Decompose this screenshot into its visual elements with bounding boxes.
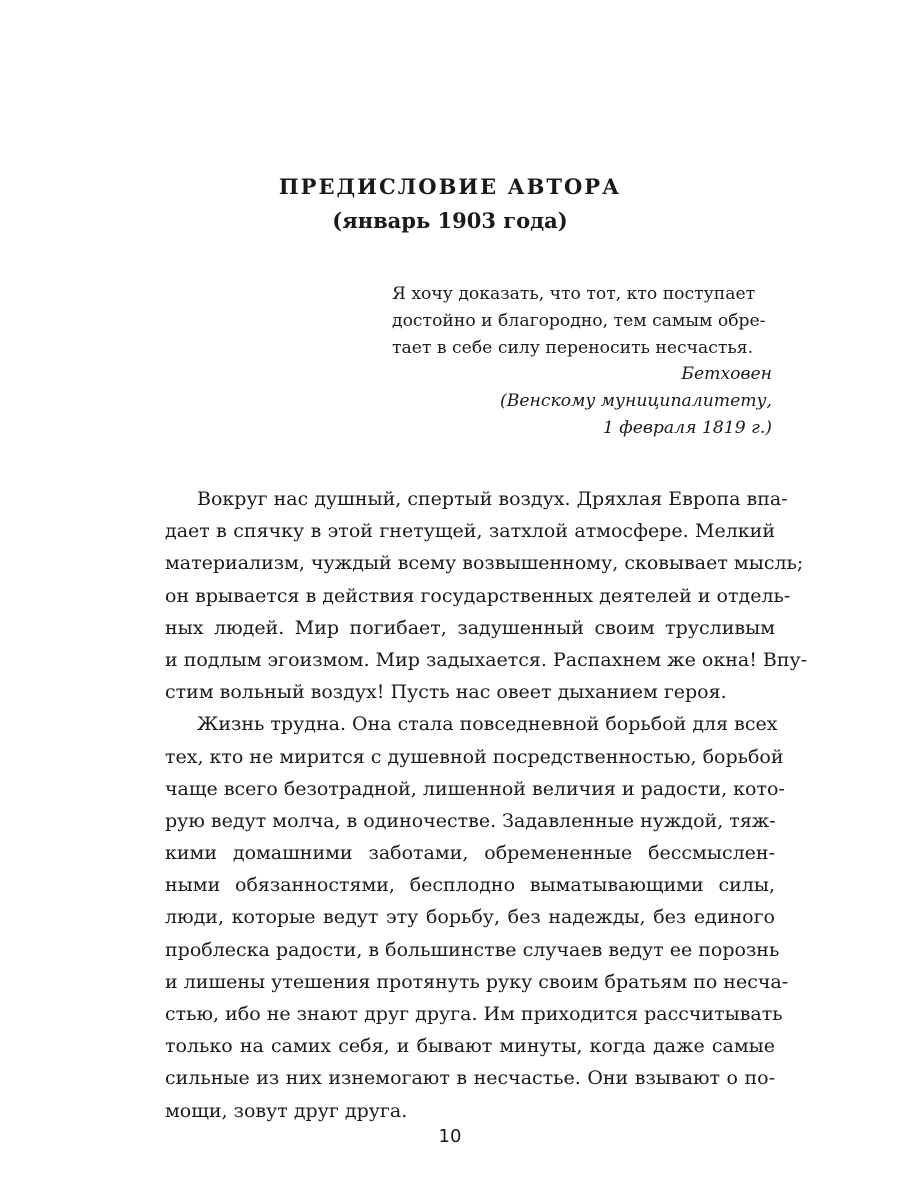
text-line: дает в спячку в этой гнетущей, затхлой атмосфере. Мелкий <box>165 520 775 543</box>
epigraph-line: тает в себе силу переносить несчастья. <box>392 338 754 358</box>
chapter-subtitle: (январь 1903 года) <box>332 208 568 233</box>
text-line: и лишены утешения протянуть руку своим братьям по несча- <box>165 970 789 993</box>
text-line: стью, ибо не знают друг друга. Им приходится рассчитывать <box>165 1003 783 1025</box>
epigraph-line: достойно и благородно, тем самым обре- <box>392 311 766 331</box>
attribution-author: Бетховен <box>681 364 772 384</box>
text-line: рую ведут молча, в одиночестве. Задавленные нуждой, тяж- <box>165 809 776 832</box>
text-line: ных людей. Мир погибает, задушенный своим трусливым <box>165 616 775 639</box>
text-line: материализм, чуждый всему возвышенному, сковывает мысль; <box>165 552 804 575</box>
page-number: 10 <box>438 1126 462 1147</box>
text-line: только на самих себя, и бывают минуты, когда даже самые <box>165 1035 775 1058</box>
text-line: проблеска радости, в большинстве случаев ведут ее порознь <box>165 938 780 961</box>
attribution-source: (Венскому муниципалитету, <box>500 391 772 411</box>
text-line: люди, которые ведут эту борьбу, без надежды, без единого <box>165 906 775 929</box>
chapter-title: ПРЕДИСЛОВИЕ АВТОРА <box>278 174 622 199</box>
text-line: он врывается в действия государственных деятелей и отдель- <box>165 584 791 607</box>
text-line: сильные из них изнемогают в несчастье. Они взывают о по- <box>165 1067 775 1090</box>
paragraph-2 <box>165 708 789 1126</box>
attribution-date: 1 февраля 1819 г.) <box>602 418 772 438</box>
text-line: и подлым эгоизмом. Мир задыхается. Распахнем же окна! Впу- <box>165 648 808 671</box>
epigraph-attribution <box>460 361 772 442</box>
text-line: мощи, зовут друг друга. <box>165 1099 408 1122</box>
body-text <box>165 483 808 1127</box>
text-line: ными обязанностями, бесплодно выматывающими силы, <box>165 874 775 897</box>
epigraph-line: Я хочу доказать, что тот, кто поступает <box>392 284 756 304</box>
text-line: тех, кто не мирится с душевной посредственностью, борьбой <box>165 745 784 768</box>
text-line: чаще всего безотрадной, лишенной величия и радости, кото- <box>165 777 785 800</box>
text-line: Вокруг нас душный, спертый воздух. Дряхлая Европа впа- <box>197 488 788 510</box>
paragraph-1 <box>165 483 808 708</box>
epigraph <box>392 281 772 362</box>
text-line: стим вольный воздух! Пусть нас овеет дыханием героя. <box>165 681 727 704</box>
text-line: кими домашними заботами, обремененные бессмыслен- <box>165 842 775 865</box>
text-line: Жизнь трудна. Она стала повседневной борьбой для всех <box>197 713 778 736</box>
